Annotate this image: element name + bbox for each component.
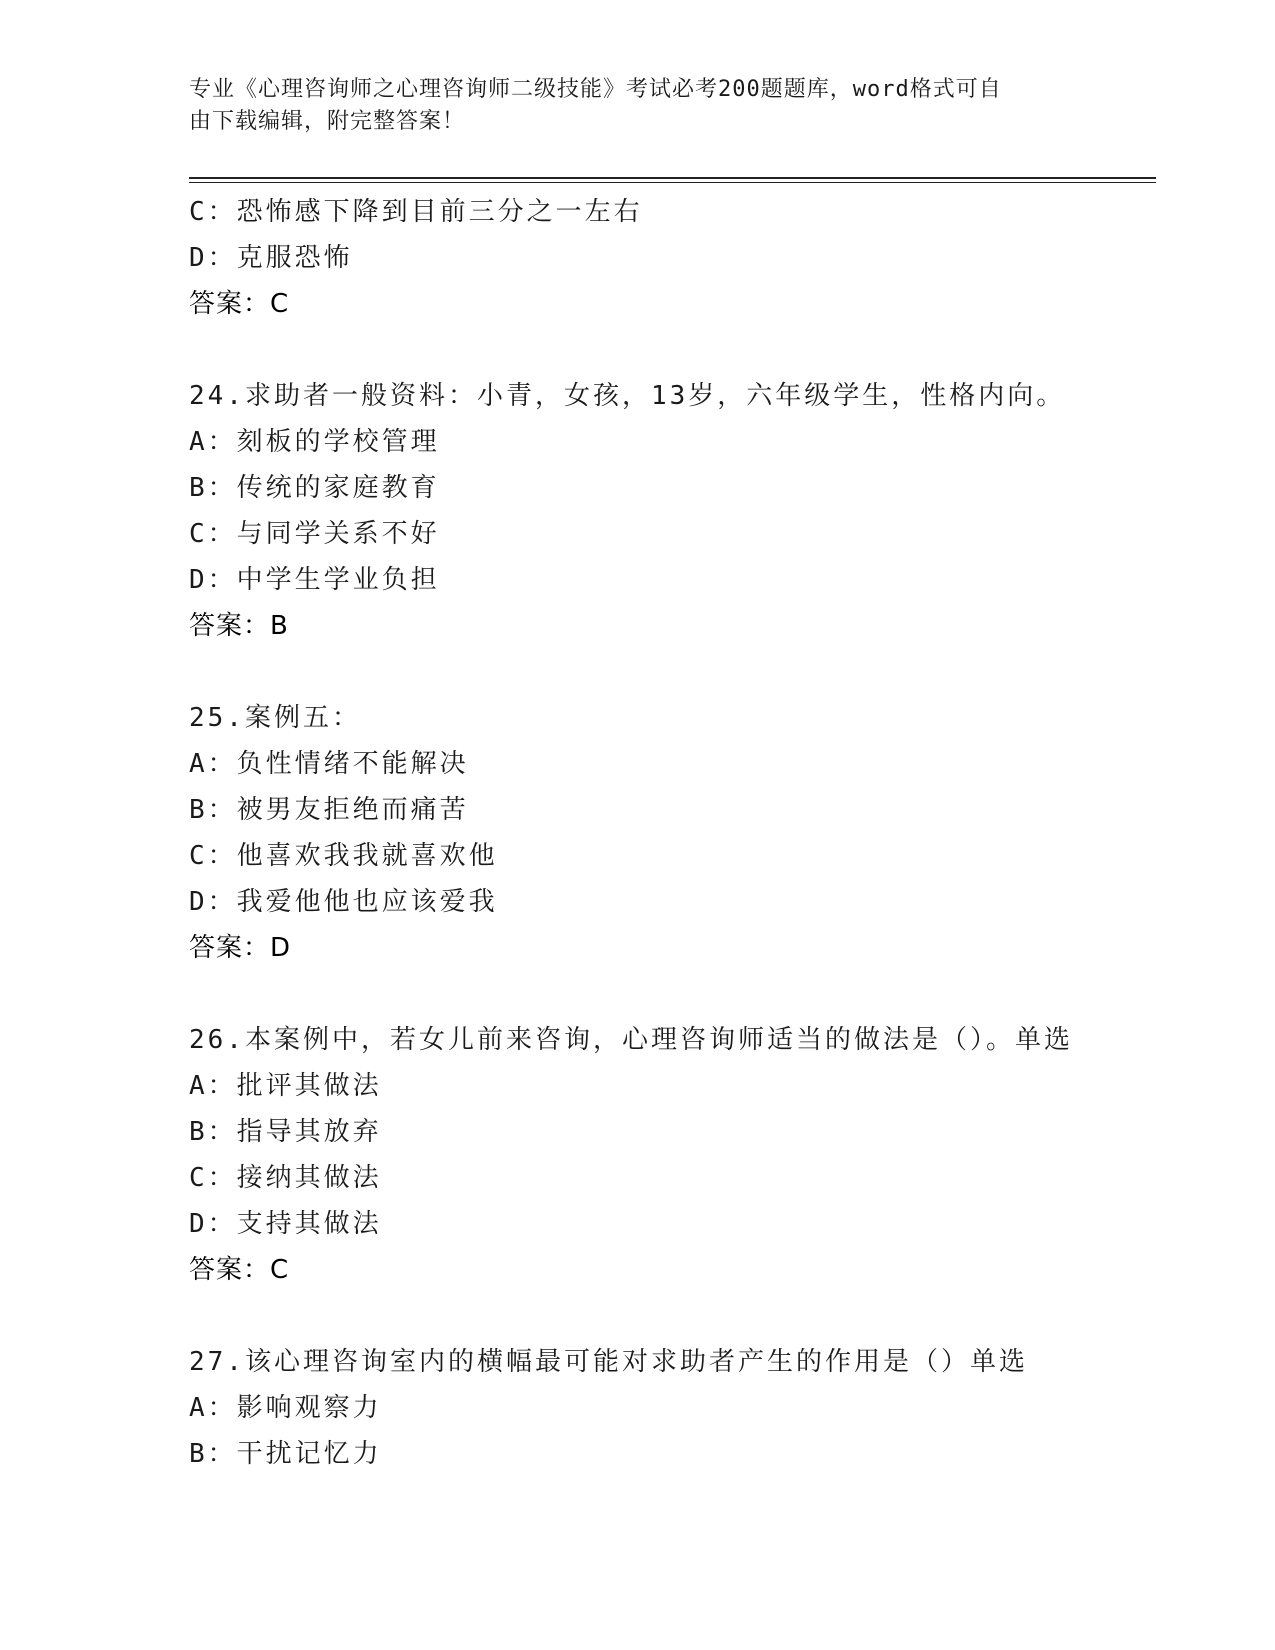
header-divider-thin <box>189 182 1156 183</box>
spacer <box>189 1293 1156 1339</box>
header-line-1: 专业《心理咨询师之心理咨询师二级技能》考试必考200题题库，word格式可自 <box>189 77 1002 102</box>
question-stem: 25.案例五： <box>189 703 361 733</box>
option-c: C：他喜欢我我就喜欢他 <box>189 841 498 871</box>
spacer <box>189 649 1156 695</box>
option-c: C：与同学关系不好 <box>189 519 440 549</box>
spacer <box>189 327 1156 373</box>
question-block-25 <box>189 695 1156 971</box>
option-d: D：克服恐怖 <box>189 243 353 273</box>
option-d: D：我爱他他也应该爱我 <box>189 887 498 917</box>
question-stem: 26.本案例中，若女儿前来咨询，心理咨询师适当的做法是（）。单选 <box>189 1025 1073 1055</box>
option-d: D：中学生学业负担 <box>189 565 440 595</box>
header-line-2: 由下载编辑，附完整答案！ <box>189 109 466 134</box>
option-b: B：传统的家庭教育 <box>189 473 440 503</box>
option-a: A：批评其做法 <box>189 1071 382 1101</box>
option-b: B：干扰记忆力 <box>189 1439 382 1469</box>
answer-line: 答案：B <box>189 611 289 641</box>
answer-line: 答案：D <box>189 933 292 963</box>
document-header <box>189 74 1089 138</box>
option-a: A：影响观察力 <box>189 1393 382 1423</box>
question-block-24 <box>189 373 1156 649</box>
question-block-26 <box>189 1017 1156 1293</box>
option-b: B：被男友拒绝而痛苦 <box>189 795 469 825</box>
option-c: C：恐怖感下降到目前三分之一左右 <box>189 197 643 227</box>
question-stem: 24.求助者一般资料：小青，女孩，13岁，六年级学生，性格内向。 <box>189 381 1066 411</box>
answer-line: 答案：C <box>189 1255 290 1285</box>
option-b: B：指导其放弃 <box>189 1117 382 1147</box>
question-list <box>189 189 1156 1477</box>
question-block-continued <box>189 189 1156 327</box>
option-c: C：接纳其做法 <box>189 1163 382 1193</box>
option-a: A：刻板的学校管理 <box>189 427 440 457</box>
header-divider-thick <box>189 177 1156 179</box>
option-a: A：负性情绪不能解决 <box>189 749 469 779</box>
option-d: D：支持其做法 <box>189 1209 382 1239</box>
spacer <box>189 971 1156 1017</box>
question-block-27 <box>189 1339 1156 1477</box>
question-stem: 27.该心理咨询室内的横幅最可能对求助者产生的作用是（）单选 <box>189 1347 1028 1377</box>
answer-line: 答案：C <box>189 289 290 319</box>
